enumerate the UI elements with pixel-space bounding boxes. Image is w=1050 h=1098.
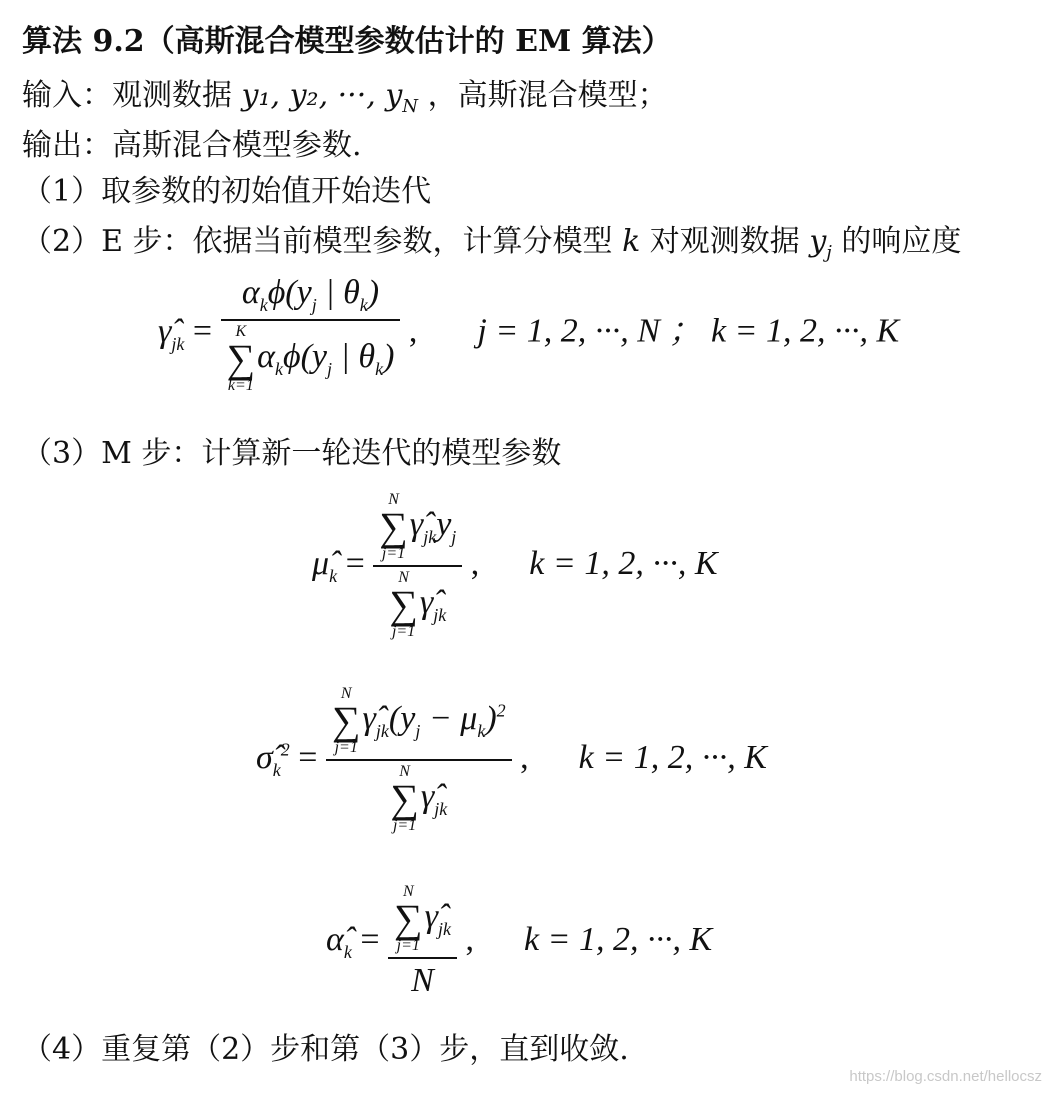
mean-range: k = 1, 2, ···, K [529, 544, 718, 582]
weight-range: k = 1, 2, ···, K [523, 920, 713, 958]
variance-update-formula: $\sigmâ_k^2$ = N ∑ j=1 $\gammâ_{jk}(y_j - \mu_k)^2$ N ∑ j=1 $\gammâ_{jk}$ , k = 1, 2, ···, K [256, 685, 767, 834]
mean-update-formula: $\mû_k$ = N ∑ j=1 $\gammâ_{jk}y_j$ N ∑ j=1 $\gammâ_{jk}$ , k = 1, 2, ···, K [312, 491, 718, 640]
variance-range: k = 1, 2, ···, K [578, 738, 767, 776]
input-line [22, 76, 668, 127]
observation-sequence: y₁, y₂, ···, $y_N$ [241, 78, 419, 117]
step-4: （4）重复第（2）步和第（3）步，直到收敛. [22, 1032, 629, 1067]
step-3: （3）M 步：计算新一轮迭代的模型参数 [22, 436, 562, 471]
responsibility-formula: $\gammâ_{jk}$ = $\alpha_k\phi(y_j$ | $\theta_k$) K ∑ k=1 $\alpha_k\phi(y_j$ | $\theta_k$) , j = 1, 2, ···, N ； k = 1, 2, ···, K [158, 274, 900, 394]
watermark: https://blog.csdn.net/hellocsz [849, 1068, 1042, 1085]
output-line: 输出：高斯混合模型参数. [22, 128, 362, 163]
step-2: （2）E 步：依据当前模型参数，计算分模型 k 对观测数据 $y_j$ 的响应度 [22, 224, 962, 263]
responsibility-range: j = 1, 2, ···, N ； k = 1, 2, ···, K [477, 312, 900, 350]
algorithm-title: 算法 9.2（高斯混合模型参数估计的 EM 算法） [22, 24, 672, 59]
step-1: （1）取参数的初始值开始迭代 [22, 174, 432, 209]
weight-update-formula: $\alphâ_k$ = N ∑ j=1 $\gammâ_{jk}$ N , k = 1, 2, ···, K [326, 883, 713, 999]
input-model: ，高斯混合模型； [418, 78, 668, 113]
input-label: 输入：观测数据 [22, 78, 242, 113]
